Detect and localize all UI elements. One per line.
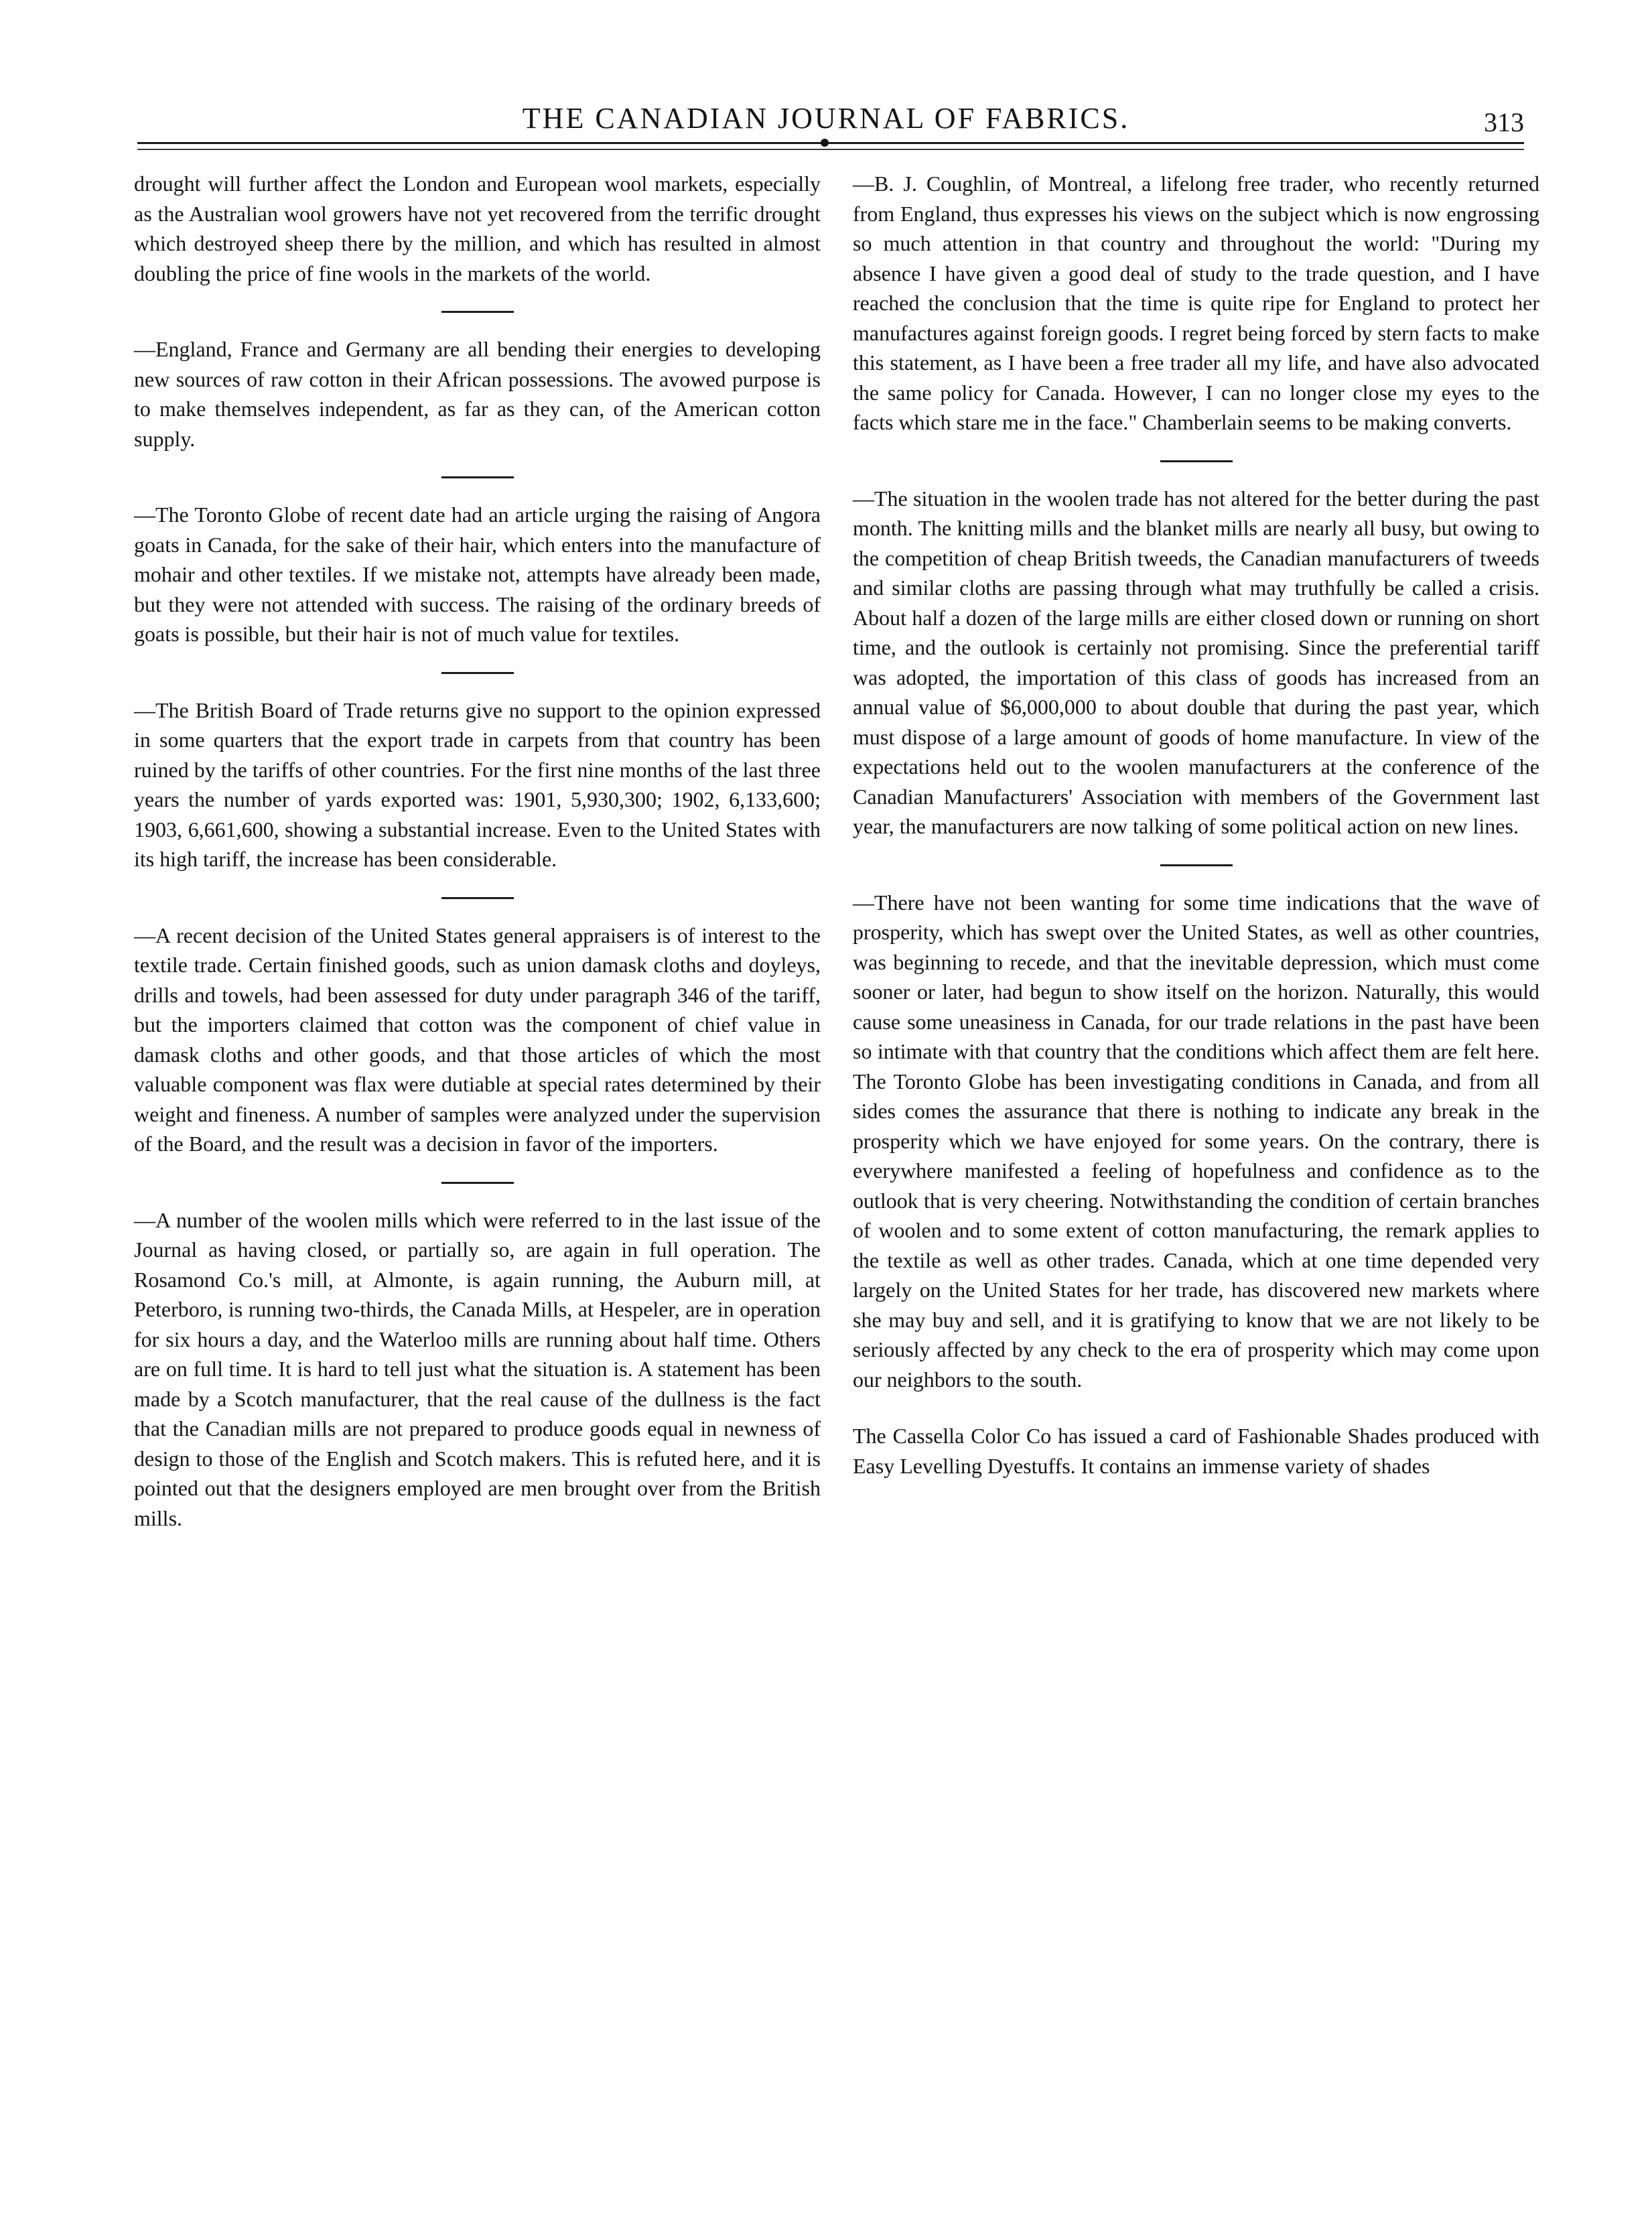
article-paragraph: —B. J. Coughlin, of Montreal, a lifelong free trader, who recently returned from England, thus expresses his views on the subject which is now engrossing so much attention in that country and throughout the world: "During my absence I have given a good deal of study to the trade question, and I have reached the conclusion that the time is quite ripe for England to protect her manufactures against foreign goods. I regret being forced by stern facts to make this statement, as I have been a free trader all my life, and have also advocated the same policy for Canada. However, I can no longer close my eyes to the facts which stare me in the face." Chamberlain seems to be making converts.: [853, 172, 1539, 434]
section-divider: [1160, 460, 1233, 462]
section-divider: [441, 311, 514, 313]
header-rule-top: [137, 142, 1524, 144]
header-rule-bottom: [137, 149, 1524, 150]
article-paragraph: —The British Board of Trade returns give no support to the opinion expressed in some quarters that the export trade in carpets from that country has been ruined by the tariffs of other countries. For the first nine months of the last three years the number of yards exported was: 1901, 5,930,300; 1902, 6,133,600; 1903, 6,661,600, showing a substantial increase. Even to the United States with its high tariff, the increase has been considerable.: [134, 697, 821, 871]
journal-title: THE CANADIAN JOURNAL OF FABRICS.: [522, 102, 1130, 135]
section-divider: [1160, 864, 1233, 866]
article-paragraph: The Cassella Color Co has issued a card of Fashionable Shades produced with Easy Levelling Dyestuffs. It contains an immense variety of shades: [853, 1424, 1539, 1478]
article-paragraph: —A number of the woolen mills which were referred to in the last issue of the Journal as having closed, or partially so, are again in full operation. The Rosamond Co.'s mill, at Almonte, is again running, the Auburn mill, at Peterboro, is running two-thirds, the Canada Mills, at Hespeler, are in operation for six hours a day, and the Waterloo mills are running about half time. Others are on full time. It is hard to tell just what the situation is. A statement has been made by a Scotch manufacturer, that the real cause of the dullness is the fact that the Canadian mills are not prepared to produce goods equal in newness of design to those of the English and Scotch makers. This is refuted here, and it is pointed out that the designers employed are men brought over from the British mills.: [134, 1207, 821, 1530]
section-divider: [441, 672, 514, 674]
section-divider: [441, 1182, 514, 1184]
article-paragraph: —England, France and Germany are all bending their energies to developing new sources of raw cotton in their African possessions. The avowed purpose is to make themselves independent, as far as they can, of the American cotton supply.: [134, 337, 821, 451]
section-divider: [441, 897, 514, 899]
article-paragraph: —The situation in the woolen trade has not altered for the better during the past month. The knitting mills and the blanket mills are nearly all busy, but owing to the competition of cheap British tweeds, the Canadian manufacturers of tweeds and similar cloths are passing through what may truthfully be called a crisis. About half a dozen of the large mills are either closed down or running on short time, and the outlook is certainly not promising. Since the preferential tariff was adopted, the importation of this class of goods has increased from an annual value of $6,000,000 to about double that during the past year, which must dispose of a large amount of goods of home manufacture. In view of the expectations held out to the woolen manufacturers at the conference of the Canadian Manufacturers' Association with members of the Government last year, the manufacturers are now talking of some political action on new lines.: [853, 486, 1539, 838]
right-column: [853, 169, 1539, 1481]
article-paragraph: —There have not been wanting for some time indications that the wave of prosperity, which has swept over the United States, as well as other countries, was beginning to recede, and that the inevitable depression, which must come sooner or later, had begun to show itself on the horizon. Naturally, this would cause some uneasiness in Canada, for our trade relations in the past have been so intimate with that country that the conditions which affect them are felt here. The Toronto Globe has been investigating conditions in Canada, and from all sides comes the assurance that there is nothing to indicate any break in the prosperity which we have enjoyed for some years. On the contrary, there is everywhere manifested a feeling of hopefulness and confidence as to the outlook that is very cheering. Notwithstanding the condition of certain branches of woolen and to some extent of cotton manufacturing, the remark applies to the textile as well as other trades. Canada, which at one time depended very largely on the United States for her trade, has discovered new markets where she may buy and sell, and it is gratifying to know that we are not likely to be seriously affected by any check to the era of prosperity which may come upon our neighbors to the south.: [853, 890, 1539, 1392]
article-paragraph: —The Toronto Globe of recent date had an article urging the raising of Angora goats in Canada, for the sake of their hair, which enters into the manufacture of mohair and other textiles. If we mistake not, attempts have already been made, but they were not attended with success. The raising of the ordinary breeds of goats is possible, but their hair is not of much value for textiles.: [134, 502, 821, 646]
article-paragraph: —A recent decision of the United States general appraisers is of interest to the textile trade. Certain finished goods, such as union damask cloths and doyleys, drills and towels, had been assessed for duty under paragraph 346 of the tariff, but the importers claimed that cotton was the component of chief value in damask cloths and other goods, and that those articles of which the most valuable component was flax were dutiable at special rates determined by their weight and fineness. A number of samples were analyzed under the supervision of the Board, and the result was a decision in favor of the importers.: [134, 923, 821, 1156]
page-number: 313: [1484, 107, 1524, 137]
paragraph-spacer: [853, 1394, 1539, 1421]
article-paragraph: drought will further affect the London and European wool markets, especially as the Australian wool growers have not yet recovered from the terrific drought which destroyed sheep there by the million, and which has resulted in almost doubling the price of fine wools in the markets of the world.: [134, 172, 821, 285]
left-column: [134, 169, 821, 1533]
header-ornament-dot: [821, 139, 829, 147]
section-divider: [441, 476, 514, 478]
